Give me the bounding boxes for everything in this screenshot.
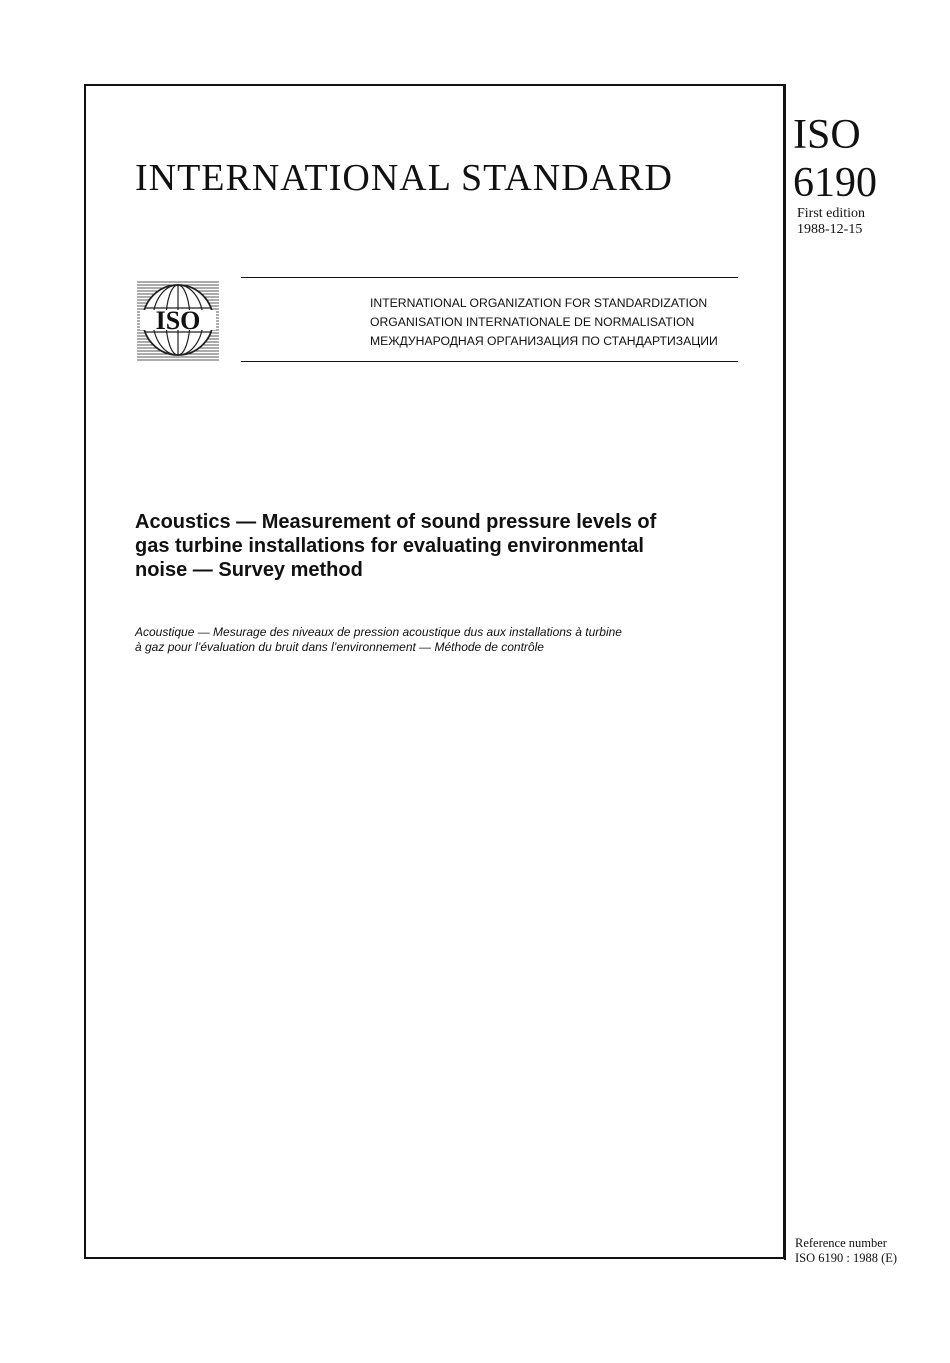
org-bottom-rule — [241, 361, 738, 362]
edition-date: 1988-12-15 — [797, 222, 863, 237]
org-name-french: ORGANISATION INTERNATIONALE DE NORMALISATION — [370, 315, 695, 329]
org-top-rule — [241, 277, 738, 278]
document-title-line: Acoustics — Measurement of sound pressure levels of — [135, 511, 657, 533]
french-title-line: à gaz pour l’évaluation du bruit dans l’environnement — Méthode de contrôle — [135, 640, 544, 654]
document-title-line: gas turbine installations for evaluating environmental — [135, 535, 644, 557]
document-title-line: noise — Survey method — [135, 559, 363, 581]
reference-number-label: Reference number — [795, 1236, 887, 1250]
iso-logo — [137, 279, 219, 361]
org-name-english: INTERNATIONAL ORGANIZATION FOR STANDARDIZATION — [370, 296, 708, 310]
svg-text:ISO: ISO — [155, 306, 201, 335]
reference-number-value: ISO 6190 : 1988 (E) — [795, 1251, 898, 1265]
edition-label: First edition — [797, 206, 866, 221]
iso-label: ISO — [793, 112, 861, 158]
document-title — [135, 510, 745, 582]
document-type-heading: INTERNATIONAL STANDARD — [135, 157, 673, 199]
org-name-russian: МЕЖДУНАРОДНАЯ ОРГАНИЗАЦИЯ ПО СТАНДАРТИЗАЦИИ — [370, 334, 718, 348]
page-frame — [84, 84, 784, 1259]
french-title-line: Acoustique — Mesurage des niveaux de pression acoustique dus aux installations à turbine — [135, 625, 622, 639]
standard-number: 6190 — [793, 160, 877, 206]
frame-right-rule — [784, 84, 786, 1260]
french-title — [135, 625, 745, 655]
